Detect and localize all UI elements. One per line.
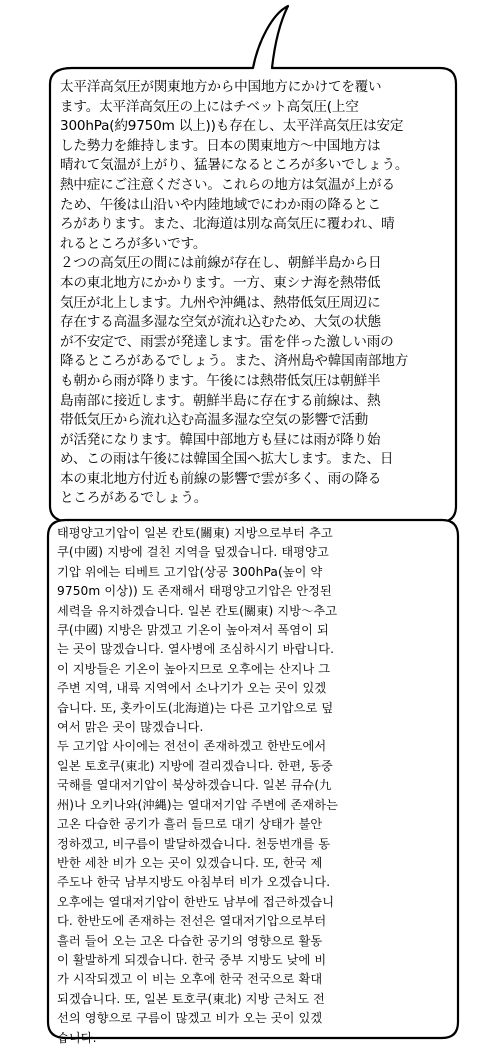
japanese-weather-forecast-text: 太平洋高気圧が関東地方から中国地方にかけてを覆い ます。太平洋高気圧の上にはチベット高気圧(上空 300hPa(約9750m 以上))も存在し、太平洋高気圧は安定 した勢力を維持します。日本の関東地方～中国地方は 晴れて気温が上がり、猛暑になるところが多いでしょう。 熱中症にご注意ください。これらの地方は気温が上がる ため、午後は山沿いや内陸地域でにわか雨の降るとこ ろがあります。また、北海道は別な高気圧に覆われ、晴 れるところが多いです。 ２つの高気圧の間には前線が存在し、朝鮮半島から日 本の東北地方にかかります。一方、東シナ海を熱帯低 気圧が北上します。九州や沖縄は、熱帯低気圧周辺に 存在する高温多湿な空気が流れ込むため、大気の状態 が不安定で、雨雲が発達します。雷を伴った激しい雨の 降るところがあるでしょう。また、済州島や韓国南部地方 も朝から雨が降ります。午後には熱帯低気圧は朝鮮半 島南部に接近します。朝鮮半島に存在する前線は、熱 帯低気圧から流れ込む高温多湿な空気の影響で活動 が活発になります。韓国中部地方も昼には雨が降り始 め、この雨は午後には韓国全国へ拡大します。また、日 本の東北地方付近も前線の影響で雲が多く、雨の降る ところがあるでしょう。: [60, 79, 409, 507]
korean-weather-forecast-text: 태평양고기압이 일본 칸토(關東) 지방으로부터 추고 쿠(中國) 지방에 걸친 지역을 덮겠습니다. 태평양고 기압 위에는 티베트 고기압(상공 300hPa(높이 약 9750m 이상)) 도 존재해서 태평양고기압은 안정된 세력을 유지하겠습니다. 일본 칸토(關東) 지방～추고 쿠(中國) 지방은 맑겠고 기온이 높아져서 폭염이 되 는 곳이 많겠습니다. 열사병에 조심하시기 바랍니다. 이 지방들은 기온이 높아지므로 오후에는 산지나 그 주변 지역, 내륙 지역에서 소나기가 오는 곳이 있겠 습니다. 또, 홋카이도(北海道)는 다른 고기압으로 덮 여서 맑은 곳이 많겠습니다. 두 고기압 사이에는 전선이 존재하겠고 한반도에서 일본 토호쿠(東北) 지방에 걸리겠습니다. 한편, 동중 국해를 열대저기압이 북상하겠습니다. 일본 큐슈(九 州)나 오키나와(沖縄)는 열대저기압 주변에 존재하는 고온 다습한 공기가 흘러 들므로 대기 상태가 불안 정하겠고, 비구름이 발달하겠습니다. 천둥번개를 동 반한 세찬 비가 오는 곳이 있겠습니다. 또, 한국 제 주도나 한국 남부지방도 아침부터 비가 오겠습니다. 오후에는 열대저기압이 한반도 남부에 접근하겠습니 다. 한반도에 존재하는 전선은 열대저기압으로부터 흘러 들어 오는 고온 다습한 공기의 영향으로 활동 이 활발하게 되겠습니다. 한국 중부 지방도 낮에 비 가 시작되겠고 이 비는 오후에 한국 전국으로 확대 되겠습니다. 또, 일본 토호쿠(東北) 지방 근처도 전 선의 영향으로 구름이 많겠고 비가 오는 곳이 있겠 습니다.: [57, 526, 339, 1045]
